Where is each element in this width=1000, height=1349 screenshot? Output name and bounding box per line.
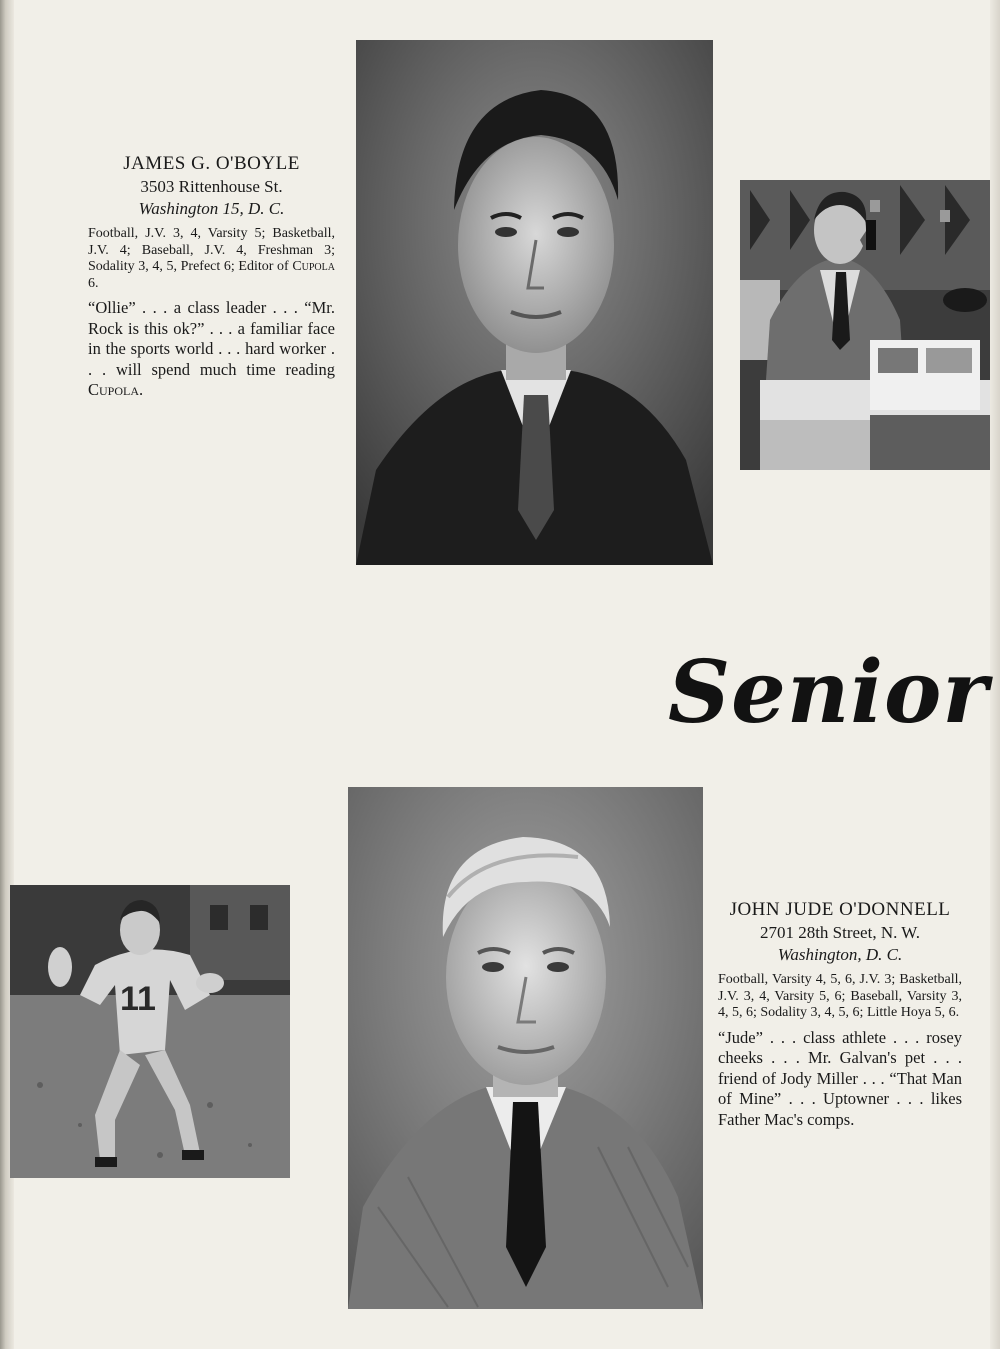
page-edge xyxy=(990,0,1000,1349)
candid-photo-football xyxy=(10,885,290,1178)
publication-name: Cupola xyxy=(292,259,335,274)
senior-address: 2701 28th Street, N. W. xyxy=(759,923,921,942)
senior-quote xyxy=(88,298,335,401)
portrait-image xyxy=(356,40,713,565)
senior-city: Washington 15, D. C. xyxy=(138,199,285,218)
senior-bio-odonnell xyxy=(718,898,962,1130)
quote-text-end: . xyxy=(139,380,144,399)
senior-city: Washington, D. C. xyxy=(777,945,903,964)
senior-address: 3503 Rittenhouse St. xyxy=(140,177,283,196)
portrait-photo-oboyle xyxy=(356,40,713,565)
activities-text: Football, J.V. 3, 4, Varsity 5; Basketball, J.V. 4; Baseball, J.V. 4, Freshman 3; Sodality 3, 4, 5, Prefect 6; Editor of xyxy=(88,226,335,274)
publication-name: Cupola xyxy=(88,380,140,399)
senior-name: JOHN JUDE O'DONNELL xyxy=(729,899,951,920)
portrait-photo-odonnell xyxy=(348,787,703,1309)
activities-text-end: 6. xyxy=(88,275,99,291)
svg-text:11: 11 xyxy=(120,980,156,1018)
senior-name: JAMES G. O'BOYLE xyxy=(123,153,300,174)
page-heading-senior: Senior xyxy=(668,642,989,743)
quote-text: “Ollie” . . . a class leader . . . “Mr. Rock is this ok?” . . . a familiar face in the sports world . . . hard worker . . . will spend much time reading xyxy=(88,298,335,379)
senior-bio-oboyle xyxy=(88,152,335,401)
portrait-image xyxy=(348,787,703,1309)
candid-photo-desk xyxy=(740,180,990,470)
senior-activities xyxy=(88,226,335,292)
senior-quote: “Jude” . . . class athlete . . . rosey cheeks . . . Mr. Galvan's pet . . . friend of Jody Miller . . . “That Man of Mine” . . . Uptowner . . . likes Father Mac's comps. xyxy=(718,1027,962,1129)
candid-image-desk xyxy=(740,180,990,470)
senior-activities: Football, Varsity 4, 5, 6, J.V. 3; Basketball, J.V. 3, 4, Varsity 5, 6; Baseball, Varsity 3, 4, 5, 6; Sodality 3, 4, 5, 6; Little Hoya 5, 6. xyxy=(718,972,962,1020)
candid-image-football xyxy=(10,885,290,1178)
